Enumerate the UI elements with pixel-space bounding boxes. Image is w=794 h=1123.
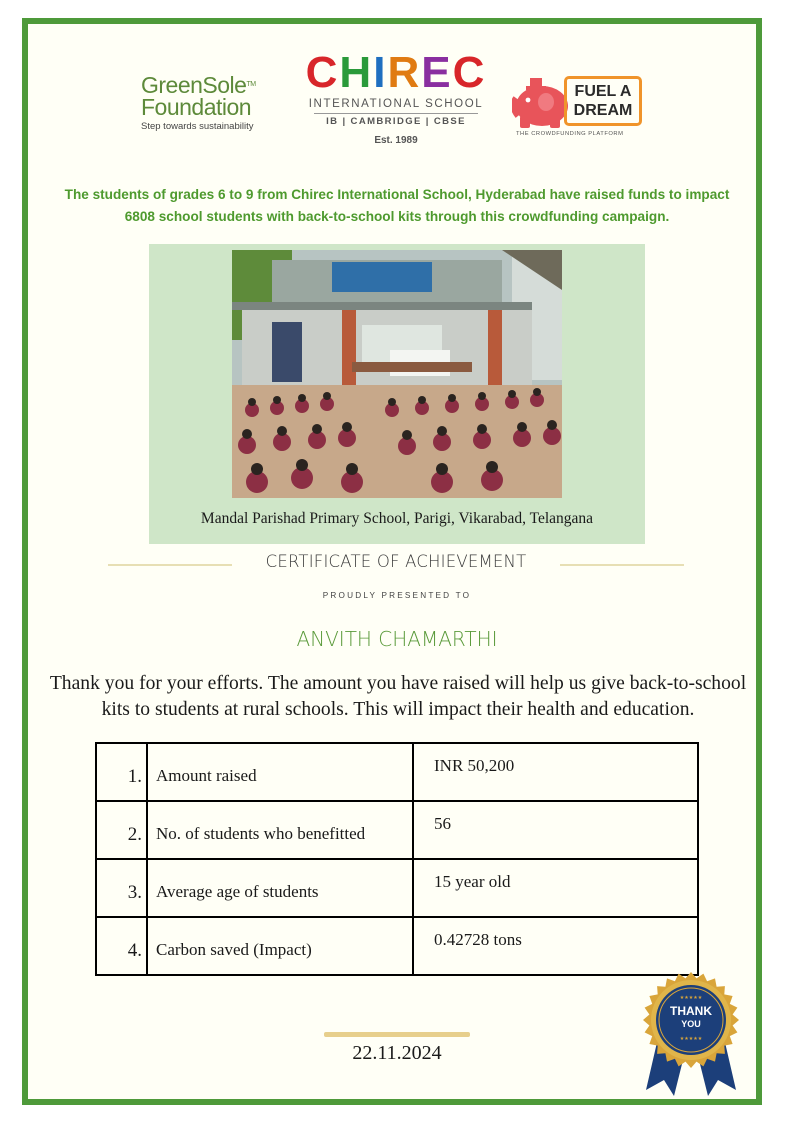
presented-to-label: PROUDLY PRESENTED TO [322,591,472,600]
fad-line2: DREAM [573,102,633,119]
row-value: 15 year old [413,859,698,917]
chirec-logo [300,50,492,150]
school-photo [232,250,562,498]
photo-caption: Mandal Parishad Primary School, Parigi, Vikarabad, Telangana [200,510,594,527]
certificate-heading-row [108,552,684,576]
row-label: Carbon saved (Impact) [147,917,413,975]
seal-line2: YOU [681,1019,701,1029]
thank-you-message: Thank you for your efforts. The amount you have raised will help us give back-to-school kits to students at rural schools. This will impact their health and education. [49,673,747,720]
table-row [96,801,698,859]
chirec-letter: C [305,48,340,97]
row-number: 4. [96,917,147,975]
impact-table [95,742,699,976]
seal-line1: THANK [670,1004,712,1018]
school-photo-illustration [232,250,562,498]
greensole-tm: TM [246,81,256,88]
svg-text:★★★★★: ★★★★★ [679,1036,703,1042]
chirec-subtitle: INTERNATIONAL SCHOOL [308,98,484,110]
chirec-letter: H [339,48,374,97]
chirec-wordmark [300,50,492,96]
row-number: 3. [96,859,147,917]
row-label: No. of students who benefitted [147,801,413,859]
row-value: 0.42728 tons [413,917,698,975]
row-number: 2. [96,801,147,859]
chirec-established: Est. 1989 [374,135,418,146]
photo-panel [149,244,645,544]
row-label: Amount raised [147,743,413,801]
chirec-letter: C [452,48,487,97]
chirec-divider [314,113,478,114]
table-row [96,859,698,917]
elephant-icon [512,76,572,130]
greensole-foundation: Foundation [141,94,252,120]
certificate-title: CERTIFICATE OF ACHIEVEMENT [265,552,527,571]
recipient-name: ANVITH CHAMARTHI [296,627,498,651]
heading-divider-right [560,564,684,566]
table-row [96,917,698,975]
chirec-letter: E [421,48,453,97]
campaign-intro: The students of grades 6 to 9 from Chirec International School, Hyderabad have raised funds to impact 6808 school students with back-to-school kits through this crowdfunding campaign. [64,187,730,224]
greensole-name: GreenSole [141,72,247,98]
thank-you-seal-icon [636,968,746,1100]
row-value: INR 50,200 [413,743,698,801]
row-label: Average age of students [147,859,413,917]
certificate-date: 22.11.2024 [352,1042,442,1064]
date-divider [324,1032,470,1037]
fuel-a-dream-logo [512,76,646,140]
chirec-boards: IB | CAMBRIDGE | CBSE [326,116,466,127]
chirec-letter: I [373,48,388,97]
fad-line1: FUEL A [574,83,632,100]
chirec-letter: R [387,48,422,97]
greensole-tagline: Step towards sustainability [141,121,254,132]
greensole-logo [141,74,281,136]
row-number: 1. [96,743,147,801]
svg-text:★★★★★: ★★★★★ [679,995,703,1001]
fad-tagline: THE CROWDFUNDING PLATFORM [516,131,624,137]
row-value: 56 [413,801,698,859]
table-row [96,743,698,801]
fuel-a-dream-wordmark [564,76,642,126]
